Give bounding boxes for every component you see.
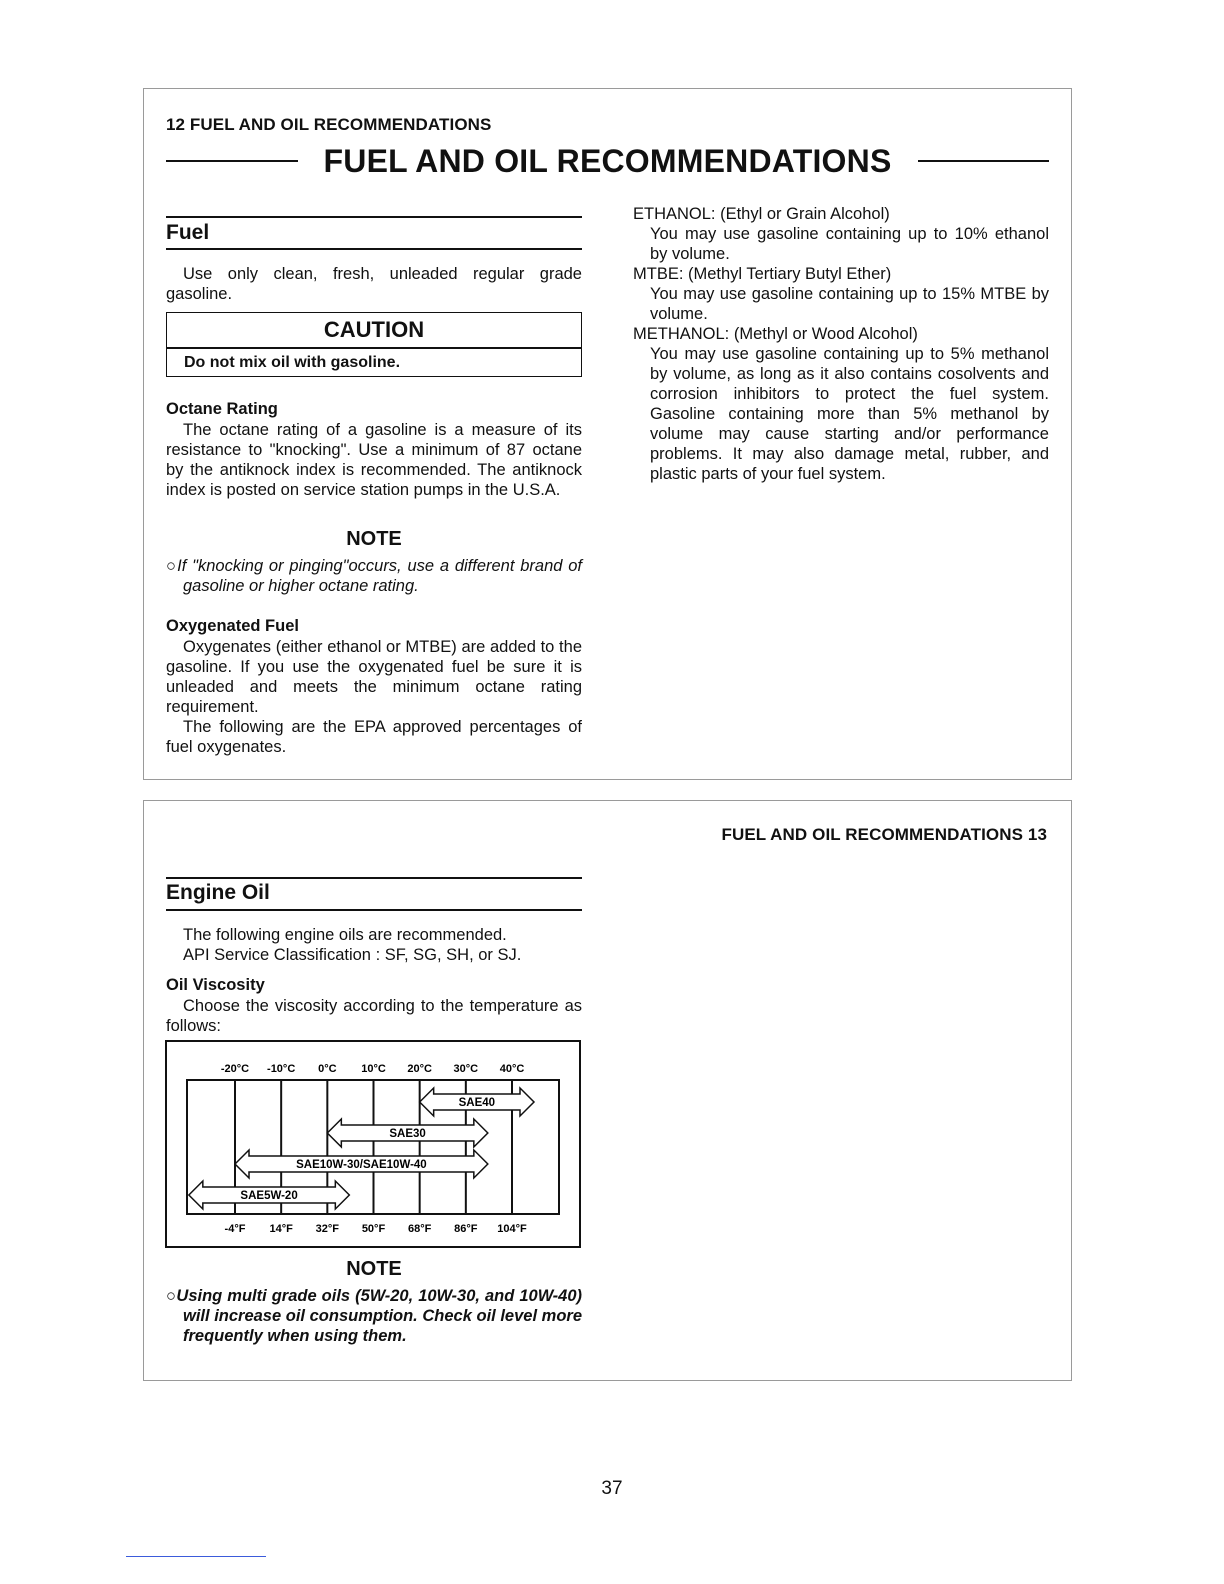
oxygenated-heading: Oxygenated Fuel (166, 617, 299, 635)
viscosity-arrow-label: SAE40 (458, 1097, 496, 1109)
note-text-top: ○If "knocking or pinging"occurs, use a different brand of gasoline or higher octane rating. (166, 557, 582, 595)
oxygenate-methanol-label: METHANOL: (Methyl or Wood Alcohol) (633, 325, 918, 343)
engine-oil-rule-top (166, 877, 582, 879)
engine-oil-line-2: API Service Classification : SF, SG, SH, or SJ. (183, 946, 522, 964)
footer-rule (126, 1556, 266, 1557)
fahrenheit-tick-label: 50°F (361, 1223, 386, 1235)
celsius-tick-label: 30°C (453, 1063, 479, 1075)
celsius-tick-label: 20°C (407, 1063, 432, 1075)
page-header-left: 12 FUEL AND OIL RECOMMENDATIONS (166, 115, 492, 134)
oxygenate-methanol (633, 324, 1049, 484)
note-text-bottom: ○Using multi grade oils (5W-20, 10W-30, and 10W-40) will increase oil consumption. Check oil level more frequently when using them. (166, 1287, 582, 1345)
celsius-tick-label: 40°C (499, 1063, 525, 1075)
fuel-heading: Fuel (166, 221, 210, 244)
engine-oil-line-1: The following engine oils are recommended. (183, 926, 507, 944)
octane-text: The octane rating of a gasoline is a measure of its resistance to "knocking". Use a minimum of 87 octane by the antiknock index is recommended. The antiknock index is posted on service station pumps in the U.S.A. (166, 421, 582, 499)
oxygenate-ethanol-text: You may use gasoline containing up to 10% ethanol by volume. (650, 225, 1049, 263)
fuel-rule-bottom (166, 248, 582, 250)
viscosity-chart (165, 1040, 581, 1248)
note-heading-top: NOTE (346, 528, 402, 550)
viscosity-chart-svg (167, 1042, 579, 1246)
viscosity-arrow-label: SAE5W-20 (240, 1190, 298, 1202)
engine-oil-heading: Engine Oil (166, 881, 270, 904)
page-title: FUEL AND OIL RECOMMENDATIONS (323, 142, 892, 179)
fahrenheit-tick-label: 104°F (497, 1223, 527, 1235)
fahrenheit-tick-label: -4°F (224, 1223, 246, 1235)
octane-heading: Octane Rating (166, 400, 278, 418)
viscosity-arrow-label: SAE10W-30/SAE10W-40 (296, 1159, 427, 1171)
title-row (166, 141, 1049, 181)
oxygenate-ethanol-label: ETHANOL: (Ethyl or Grain Alcohol) (633, 205, 890, 223)
viscosity-text: Choose the viscosity according to the temperature as follows: (166, 997, 582, 1035)
oxygenate-mtbe-label: MTBE: (Methyl Tertiary Butyl Ether) (633, 265, 892, 283)
page-number: 37 (601, 1478, 623, 1499)
page-header-right: FUEL AND OIL RECOMMENDATIONS 13 (721, 825, 1047, 844)
caution-box (166, 312, 582, 377)
note-heading-bottom: NOTE (346, 1258, 402, 1280)
celsius-tick-label: -10°C (267, 1063, 296, 1075)
engine-oil-rule-bottom (166, 909, 582, 911)
oxygenate-mtbe (633, 264, 1049, 324)
title-rule-right (918, 160, 1050, 162)
fahrenheit-tick-label: 14°F (269, 1223, 293, 1235)
celsius-tick-label: -20°C (220, 1063, 250, 1075)
viscosity-arrow-label: SAE30 (389, 1128, 426, 1140)
oxygenated-text-2: The following are the EPA approved percentages of fuel oxygenates. (166, 718, 582, 756)
oxygenate-ethanol (633, 204, 1049, 264)
oxygenate-methanol-text: You may use gasoline containing up to 5% methanol by volume, as long as it also contains cosolvents and corrosion inhibitors to protect the fuel system. Gasoline containing more than 5% methanol by volume may cause starting and/or performance problems. It may also damage metal, rubber, and plastic parts of your fuel system. (650, 345, 1049, 483)
celsius-tick-label: 10°C (361, 1063, 386, 1075)
fahrenheit-tick-label: 32°F (315, 1223, 340, 1235)
fahrenheit-tick-label: 86°F (454, 1223, 478, 1235)
bottom-panel (143, 800, 1072, 1381)
fuel-intro: Use only clean, fresh, unleaded regular grade gasoline. (166, 265, 582, 303)
fahrenheit-tick-label: 68°F (407, 1223, 432, 1235)
viscosity-heading: Oil Viscosity (166, 976, 265, 994)
caution-title: CAUTION (167, 313, 581, 349)
fuel-rule-top (166, 216, 582, 218)
title-rule-left (166, 160, 298, 162)
oxygenate-mtbe-text: You may use gasoline containing up to 15% MTBE by volume. (650, 285, 1049, 323)
oxygenated-text-1: Oxygenates (either ethanol or MTBE) are added to the gasoline. If you use the oxygenated fuel be sure it is unleaded and meets the minimum octane rating requirement. (166, 638, 582, 716)
caution-text: Do not mix oil with gasoline. (184, 354, 401, 371)
celsius-tick-label: 0°C (318, 1063, 337, 1075)
top-panel (143, 88, 1072, 780)
